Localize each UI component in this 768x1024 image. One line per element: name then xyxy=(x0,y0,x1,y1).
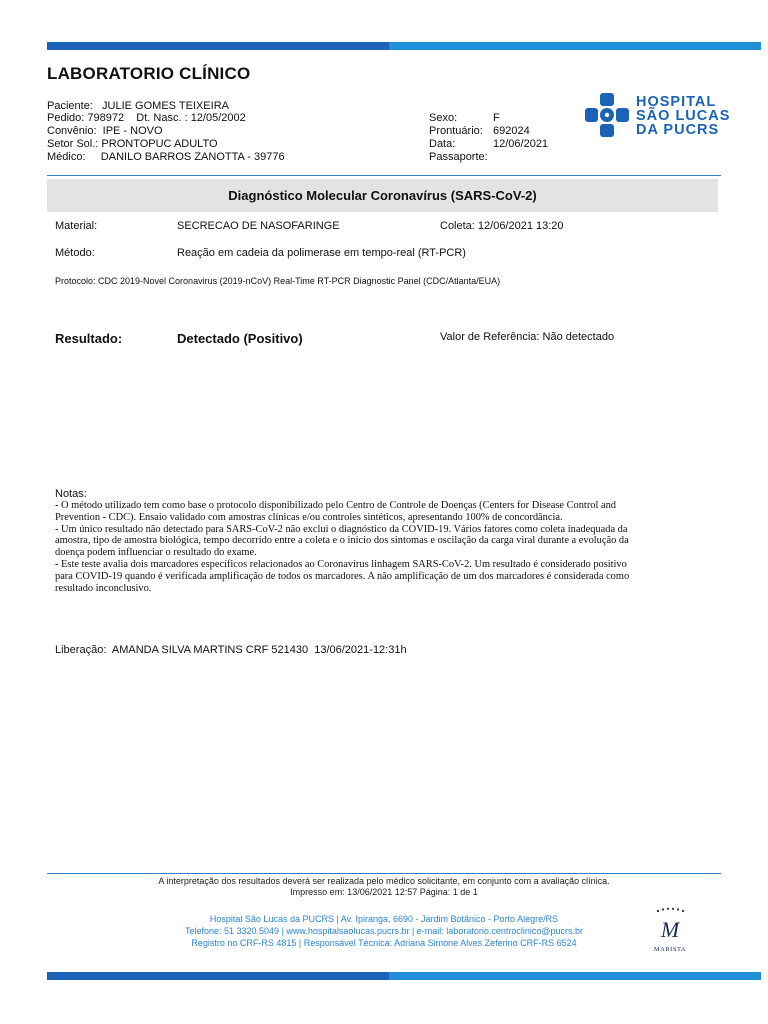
method-label: Método: xyxy=(55,247,95,259)
marista-emblem-icon xyxy=(650,906,690,946)
interpretation-note: A interpretação dos resultados deverá ser realizada pelo médico solicitante, em conjunto com a avaliação clínica. xyxy=(158,876,610,886)
release-line: Liberação: AMANDA SILVA MARTINS CRF 521430 13/06/2021-12:31h xyxy=(55,644,407,656)
exam-heading-text: Diagnóstico Molecular Coronavírus (SARS-CoV-2) xyxy=(228,188,537,203)
footer-divider xyxy=(47,873,721,874)
notes-block xyxy=(55,488,715,594)
result-label: Resultado: xyxy=(55,331,123,346)
exam-heading xyxy=(47,179,718,212)
page-title: LABORATORIO CLÍNICO xyxy=(47,64,251,83)
marista-text: MARISTA xyxy=(653,946,687,953)
hospital-cross-icon xyxy=(585,93,629,137)
insurance-line: Convênio: IPE - NOVO xyxy=(47,125,163,137)
patient-line: Paciente: JULIE GOMES TEIXEIRA xyxy=(47,100,229,112)
footer-contact: Telefone: 51 3320.5049 | www.hospitalsaolucas.pucrs.br | e-mail: laboratorio.centroclinico@pucrs.br xyxy=(184,926,584,936)
printed-info: Impresso em: 13/06/2021 12:57 Página: 1 de 1 xyxy=(290,887,478,897)
note-line: Prevention - CDC). Ensaio validado com amostras clínicas e/ou controles sintéticos, apresentando 100% de concordância. xyxy=(55,511,563,523)
doctor-line: Médico: DANILO BARROS ZANOTTA - 39776 xyxy=(47,151,285,163)
note-line: doença podem influenciar o resultado do exame. xyxy=(55,547,257,559)
record-value: 692024 xyxy=(493,125,530,137)
method-value: Reação em cadeia da polimerase em tempo-real (RT-PCR) xyxy=(177,247,466,259)
footer-address: Hospital São Lucas da PUCRS | Av. Ipiranga, 6690 - Jardim Botânico - Porto Alegre/RS xyxy=(209,914,559,924)
protocol-text: Protocolo: CDC 2019-Novel Coronavirus (2019-nCoV) Real-Time RT-PCR Diagnostic Panel (CDC/Atlanta/EUA) xyxy=(55,276,501,286)
date-label: Data: xyxy=(429,138,456,150)
bottom-color-bar xyxy=(47,972,761,980)
logo-line-3: DA PUCRS xyxy=(636,122,720,138)
sex-value: F xyxy=(493,112,500,124)
note-line: - Este teste avalia dois marcadores específicos relacionados ao Coronavírus linhagem SARS-CoV-2. Um resultado é considerado positivo xyxy=(55,558,627,570)
result-value: Detectado (Positivo) xyxy=(177,331,303,346)
top-color-bar xyxy=(47,42,761,50)
notes-header: Notas: xyxy=(55,488,87,500)
passport-label: Passaporte: xyxy=(429,151,488,163)
header-divider xyxy=(47,175,721,176)
note-line: amostra, tipo de amostra biológica, tempo decorrido entre a coleta e o início dos sintomas e oscilação da carga viral durante a evolução da xyxy=(55,535,629,547)
collection-date: Coleta: 12/06/2021 13:20 xyxy=(440,220,564,232)
logo-line-1: HOSPITAL xyxy=(636,94,717,110)
material-value: SECRECAO DE NASOFARINGE xyxy=(177,220,340,232)
svg-text:M: M xyxy=(660,917,680,942)
logo-line-2: SÃO LUCAS xyxy=(636,108,731,124)
sector-line: Setor Sol.: PRONTOPUC ADULTO xyxy=(47,138,218,150)
reference-value: Valor de Referência: Não detectado xyxy=(440,331,615,343)
record-label: Prontuário: xyxy=(429,125,483,137)
date-value: 12/06/2021 xyxy=(493,138,549,150)
note-line: resultado inconclusivo. xyxy=(55,582,152,594)
note-line: - Um único resultado não detectado para SARS-CoV-2 não exclui o diagnóstico da COVID-19. Vários fatores como coleta inadequada da xyxy=(55,523,628,535)
order-line: Pedido: 798972 Dt. Nasc. : 12/05/2002 xyxy=(47,112,246,124)
note-line: - O método utilizado tem como base o protocolo disponibilizado pelo Centro de Controle de Doenças (Centers for Disease Control and xyxy=(55,500,616,511)
note-line: para COVID-19 quando é verificada amplificação de todos os marcadores. A não amplificação de um dos marcadores é considerada como xyxy=(55,570,630,582)
material-label: Material: xyxy=(55,220,98,232)
sex-label: Sexo: xyxy=(429,112,458,124)
footer-registry: Registro no CRF-RS 4815 | Responsável Técnica: Adriana Simone Alves Zeferino CRF-RS 6524 xyxy=(191,938,577,948)
